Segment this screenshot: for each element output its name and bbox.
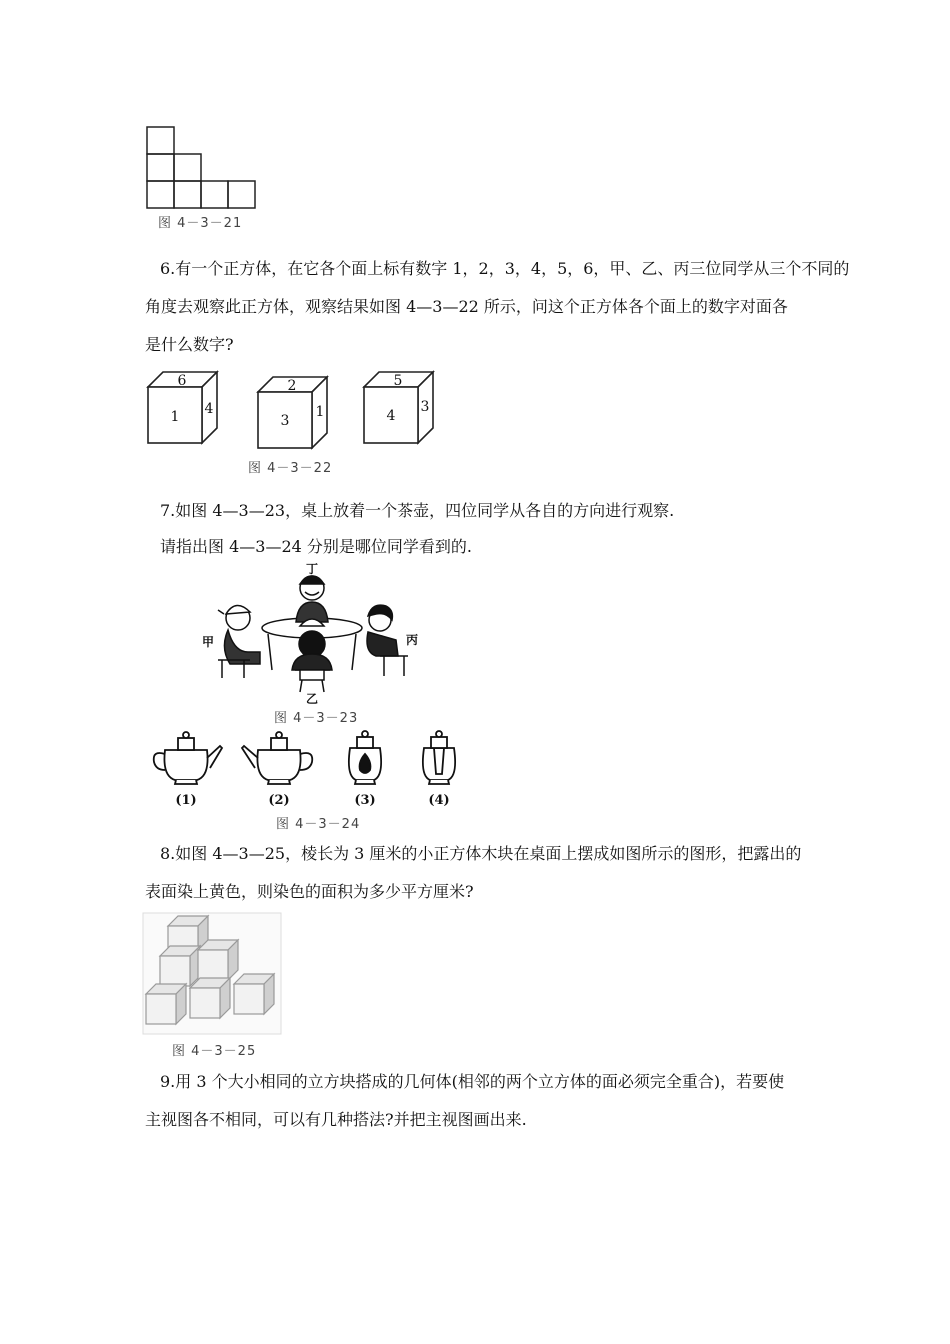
label-yi: 乙 bbox=[306, 692, 319, 705]
figure-caption: 图 4－3－21 bbox=[158, 216, 243, 231]
label-bing: 丙 bbox=[406, 633, 419, 647]
question-7-line-2: 请指出图 4—3—24 分别是哪位同学看到的. bbox=[160, 537, 472, 556]
teapot-view-1 bbox=[154, 732, 222, 784]
figure-caption: 图 4－3－23 bbox=[274, 711, 359, 726]
figure-4-3-21 bbox=[140, 120, 270, 212]
cube-3-side: 3 bbox=[420, 399, 430, 415]
cube-3-front: 4 bbox=[386, 408, 396, 424]
view-label-4: (4) bbox=[428, 793, 450, 808]
question-8-line-2: 表面染上黄色，则染色的面积为多少平方厘米? bbox=[145, 882, 474, 901]
label-ding: 丁 bbox=[306, 562, 319, 576]
figure-4-3-22 bbox=[140, 365, 450, 455]
question-7-line-1: 7.如图 4—3—23，桌上放着一个茶壶，四位同学从各自的方向进行观察. bbox=[160, 501, 675, 520]
cube-1-front: 1 bbox=[170, 409, 180, 425]
figure-caption: 图 4－3－22 bbox=[248, 461, 333, 476]
cube-3-top: 5 bbox=[393, 373, 403, 389]
figure-caption: 图 4－3－24 bbox=[276, 817, 361, 832]
cube-2-front: 3 bbox=[280, 413, 290, 429]
view-label-1: (1) bbox=[175, 793, 197, 808]
cube-2-side: 1 bbox=[315, 404, 325, 420]
teapot-view-3 bbox=[349, 731, 381, 784]
question-6-line-2: 角度去观察此正方体，观察结果如图 4—3—22 所示，问这个正方体各个面上的数字对面各 bbox=[145, 297, 788, 316]
question-8-line-1: 8.如图 4—3—25，棱长为 3 厘米的小正方体木块在桌面上摆成如图所示的图形，把露出的 bbox=[160, 844, 802, 863]
figure-4-3-25 bbox=[142, 912, 282, 1036]
cube-2-top: 2 bbox=[287, 378, 297, 394]
question-6-line-3: 是什么数字? bbox=[145, 335, 234, 354]
cube-1-side: 4 bbox=[204, 401, 214, 417]
question-9-line-1: 9.用 3 个大小相同的立方块搭成的几何体(相邻的两个立方体的面必须完全重合)，若要使 bbox=[160, 1072, 785, 1091]
view-label-2: (2) bbox=[268, 793, 290, 808]
question-6-line-1: 6.有一个正方体，在它各个面上标有数字 1，2，3，4，5，6，甲、乙、丙三位同学从三个不同的 bbox=[160, 259, 850, 278]
figure-4-3-24 bbox=[140, 728, 480, 810]
cube-1-top: 6 bbox=[177, 373, 187, 389]
figure-4-3-23 bbox=[200, 560, 430, 705]
label-jia: 甲 bbox=[202, 635, 215, 649]
view-label-3: (3) bbox=[354, 793, 376, 808]
teapot-view-2 bbox=[242, 732, 312, 784]
teapot-view-4 bbox=[423, 731, 455, 784]
figure-caption: 图 4－3－25 bbox=[172, 1044, 257, 1059]
question-9-line-2: 主视图各不相同，可以有几种搭法?并把主视图画出来. bbox=[145, 1110, 527, 1129]
